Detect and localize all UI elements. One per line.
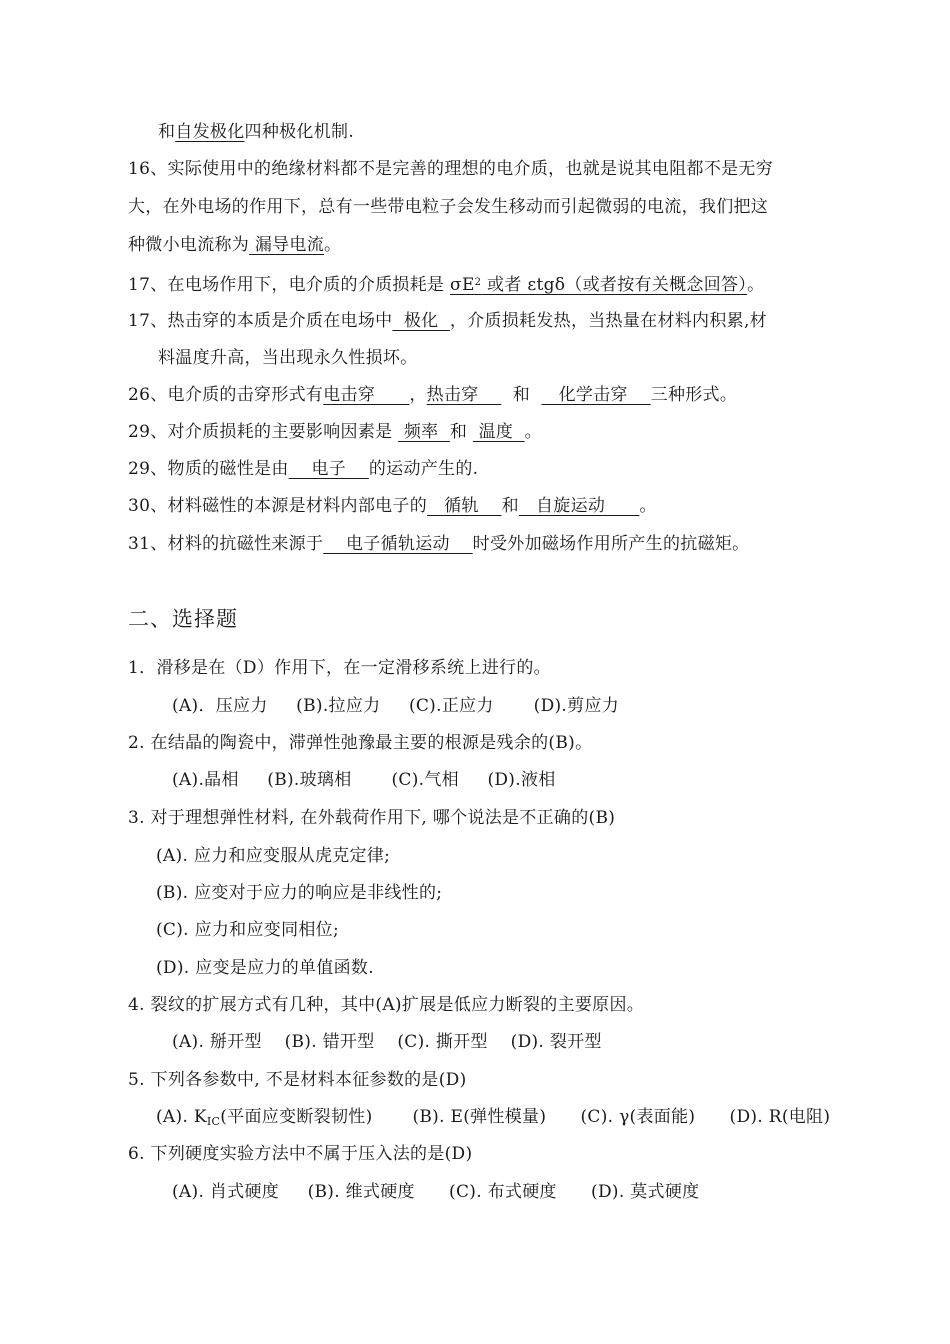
q3-option-a: (A). 应力和应变服从虎克定律; — [156, 846, 391, 866]
answer-blank: 极化 — [392, 311, 450, 331]
q6-stem: 6. 下列硬度实验方法中不属于压入法的是(D) — [128, 1144, 473, 1164]
q16-line-3 — [128, 234, 341, 256]
q6-options: (A). 肖式硬度 (B). 维式硬度 (C). 布式硬度 (D). 莫式硬度 — [172, 1182, 700, 1202]
q15-tail-line — [158, 121, 354, 143]
answer-blank: 温度 — [472, 422, 525, 442]
text: 。 — [747, 275, 765, 295]
q2-stem: 2. 在结晶的陶瓷中，滞弹性弛豫最主要的根源是残余的(B)。 — [128, 733, 593, 753]
q29b-line — [128, 458, 478, 480]
text: 30、材料磁性的本源是材料内部电子的 — [128, 496, 428, 516]
text: 29、物质的磁性是由 — [128, 459, 289, 479]
q3-stem: 3. 对于理想弹性材料, 在外载荷作用下, 哪个说法是不正确的(B) — [128, 808, 616, 828]
q3-option-b: (B). 应变对于应力的响应是非线性的; — [156, 883, 443, 903]
answer-blank: 漏导电流 — [249, 235, 325, 255]
q29a-line — [128, 421, 542, 443]
superscript: 2 — [474, 277, 482, 288]
q17b-line-2: 料温度升高，当出现永久性损坏。 — [158, 348, 418, 368]
answer-blank: 电子 — [288, 459, 369, 479]
q16-line-1: 16、实际使用中的绝缘材料都不是完善的理想的电介质，也就是说其电阻都不是无穷 — [128, 159, 774, 179]
text: 29、对介质损耗的主要影响因素是 — [128, 422, 399, 442]
q4-stem: 4. 裂纹的扩展方式有几种，其中(A)扩展是低应力断裂的主要原因。 — [128, 995, 645, 1015]
q2-options: (A).晶相 (B).玻璃相 (C).气相 (D).液相 — [172, 770, 556, 790]
text: 三种形式。 — [650, 385, 738, 405]
text: ， — [409, 385, 427, 405]
section-heading: 二、选择题 — [128, 607, 238, 631]
answer-blank: 电子循轨运动 — [323, 534, 473, 554]
q3-option-d: (D). 应变是应力的单值函数. — [156, 958, 374, 978]
q4-options: (A). 掰开型 (B). 错开型 (C). 撕开型 (D). 裂开型 — [172, 1032, 602, 1052]
q16-line-2: 大，在外电场的作用下，总有一些带电粒子会发生移动而引起微弱的电流，我们把这 — [128, 197, 769, 217]
answer-blank: 电击穿 — [323, 385, 410, 405]
text: 和 — [501, 385, 542, 405]
answer-blank: 循轨 — [427, 496, 502, 516]
text: 和 — [449, 422, 473, 442]
text: (B). E(弹性模量) (C). γ(表面能) (D). R(电阻) — [412, 1107, 831, 1127]
text: 17、热击穿的本质是介质在电场中 — [128, 311, 393, 331]
q30-line — [128, 495, 657, 517]
text: 时受外加磁场作用所产生的抗磁矩。 — [472, 534, 750, 554]
text: σE — [450, 275, 475, 295]
answer-blank: 热击穿 — [426, 385, 502, 405]
text: (平面应变断裂韧性) — [220, 1107, 373, 1127]
text: 26、电介质的击穿形式有 — [128, 385, 324, 405]
q17a-line — [128, 272, 764, 296]
text: 和 — [158, 122, 176, 142]
q5-options — [156, 1106, 830, 1133]
q3-option-c: (C). 应力和应变同相位; — [156, 920, 340, 940]
subscript: IC — [206, 1115, 221, 1128]
answer-blank: 自发极化 — [175, 122, 245, 142]
q1-options: (A)．压应力 (B).拉应力 (C).正应力 (D).剪应力 — [172, 696, 620, 716]
text: (A). K — [156, 1107, 207, 1127]
q26-line — [128, 384, 737, 406]
text: 31、材料的抗磁性来源于 — [128, 534, 324, 554]
q1-stem: 1．滑移是在（D）作用下，在一定滑移系统上进行的。 — [128, 658, 551, 678]
text: 17、在电场作用下，电介质的介质损耗是 — [128, 275, 451, 295]
text: 四种极化机制. — [244, 122, 355, 142]
text: 。 — [524, 422, 542, 442]
text: 。 — [324, 235, 342, 255]
text: 种微小电流称为 — [128, 235, 250, 255]
answer-blank: 频率 — [398, 422, 450, 442]
q31-line — [128, 533, 749, 555]
answer-blank: 自旋运动 — [518, 496, 640, 516]
q17b-line-1 — [128, 310, 767, 332]
answer-blank — [450, 275, 747, 295]
text: ，介质损耗发热，当热量在材料内积累,材 — [449, 311, 767, 331]
text: 的运动产生的. — [368, 459, 479, 479]
text: 或者 εtgδ（或者按有关概念回答） — [481, 275, 748, 295]
text: 和 — [501, 496, 519, 516]
answer-blank: 化学击穿 — [541, 385, 651, 405]
q5-stem: 5. 下列各参数中, 不是材料本征参数的是(D) — [128, 1070, 467, 1090]
text: 。 — [639, 496, 657, 516]
